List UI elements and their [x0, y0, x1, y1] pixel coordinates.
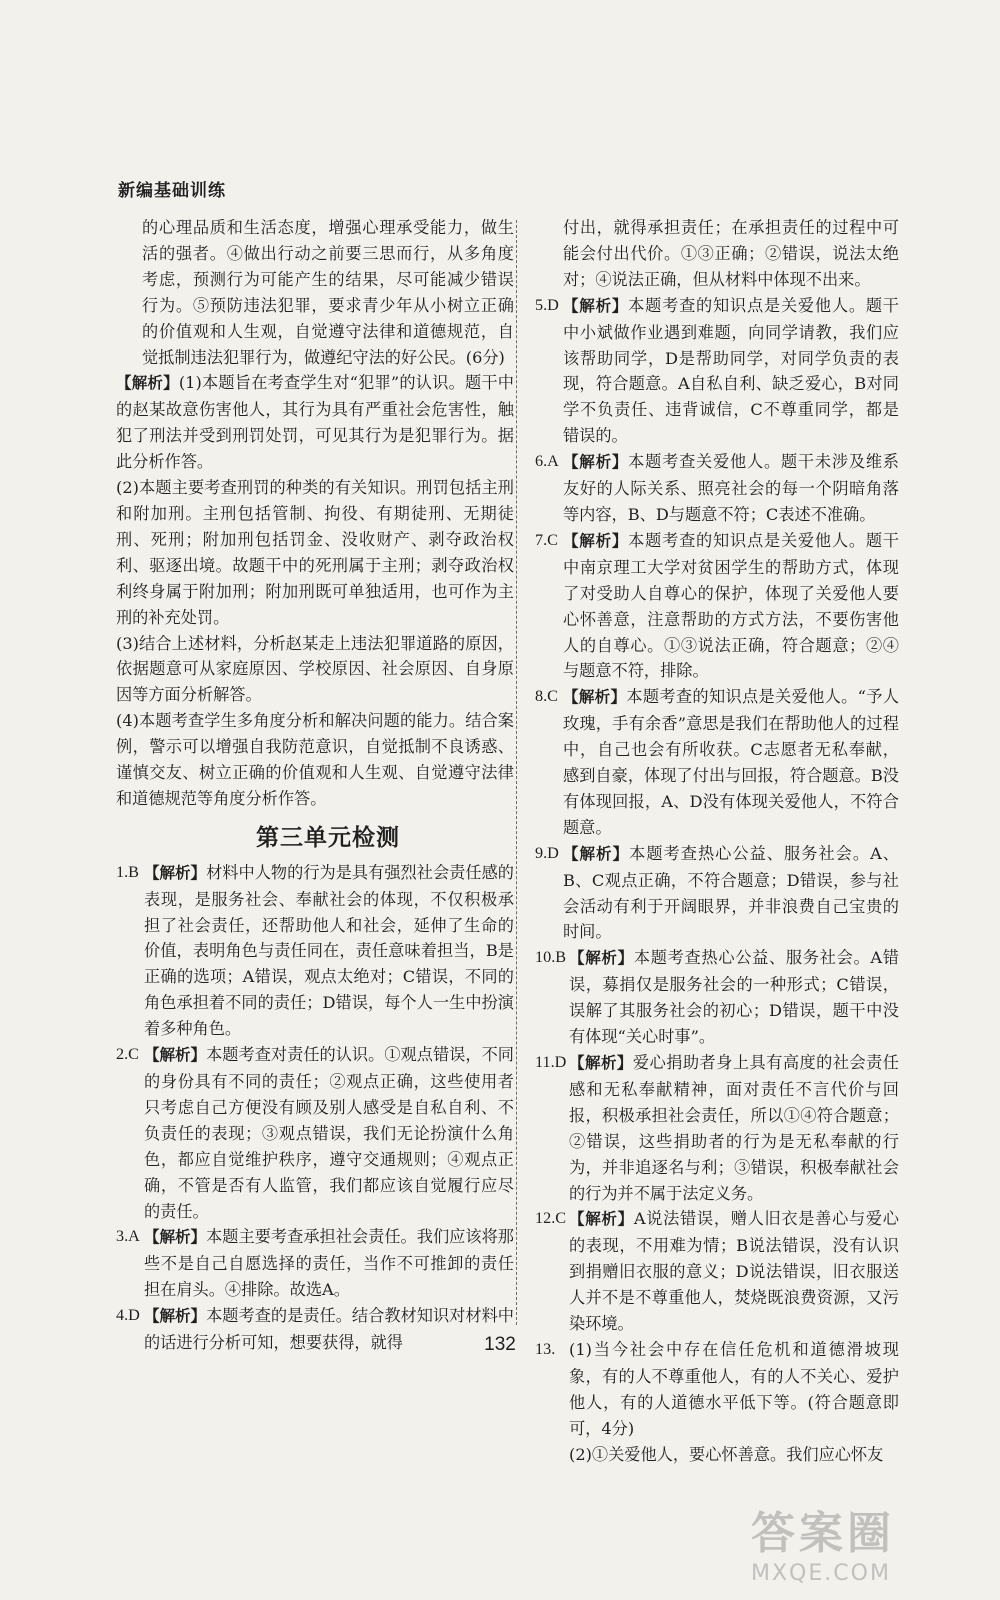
answer-number: 1.B	[116, 862, 139, 881]
answer-text: 本题考查热心公益、服务社会。A错误，募捐仅是服务社会的一种形式；C错误，误解了其服务社会的初心；D错误，题干中没有体现“关心时事”。	[569, 948, 899, 1047]
answer-number: 6.A	[535, 452, 559, 471]
analysis-paragraph-2: (2)本题主要考查刑罚的种类的有关知识。刑罚包括主刑和附加刑。主刑包括管制、拘役、有期徒刑、无期徒刑、死刑；附加刑包括罚金、没收财产、剥夺政治权利、驱逐出境。故题干中的死刑属于主刑；剥夺政治权利终身属于附加刑；附加刑既可单独适用，也可作为主刑的补充处罚。	[116, 478, 514, 627]
answer-list-left	[116, 860, 514, 1356]
analysis-block	[116, 370, 514, 811]
right-column	[535, 215, 899, 1468]
answer-subparagraph: (2)①关爱他人，要心怀善意。我们应心怀友	[569, 1444, 884, 1464]
watermark-text: 答案圈	[751, 1508, 895, 1559]
answer-text: (1)当今社会中存在信任危机和道德滑坡现象，有的人不尊重他人，有的人不关心、爱护他人，有的人道德水平低下等。(符合题意即可，4分)	[569, 1339, 899, 1438]
analysis-label: 【解析】	[116, 374, 179, 393]
answer-number: 7.C	[535, 530, 558, 549]
analysis-paragraph-3: (3)结合上述材料，分析赵某走上违法犯罪道路的原因，依据题意可从家庭原因、学校原因、社会原因、自身原因等方面分析解答。	[116, 633, 514, 705]
answer-text: 爱心捐助者身上具有高度的社会责任感和无私奉献精神，面对责任不言代价与回报，积极承担社会责任，所以①④符合题意；②错误，这些捐助者的行为是无私奉献的行为，并非追逐名与利；③错误，积极奉献社会的行为并不属于法定义务。	[569, 1053, 899, 1203]
answer-item	[535, 449, 899, 528]
answer-text: 本题考查的知识点是关爱他人。题干中南京理工大学对贫困学生的帮助方式，体现了对受助人自尊心的保护，体现了关爱他人要心怀善意，注意帮助的方式方法，不要伤害他人的自尊心。①③说法正确，符合题意；②④与题意不符，排除。	[563, 530, 899, 681]
answer-text: 本题考查关爱他人。题干未涉及维系友好的人际关系、照亮社会的每一个阴暗角落等内容，B、D与题意不符；C表述不准确。	[563, 452, 899, 524]
answer-number: 9.D	[535, 843, 559, 862]
answer-label: 【解析】	[144, 1046, 207, 1065]
answer-label: 【解析】	[144, 863, 207, 882]
answer-number: 5.D	[535, 295, 559, 314]
answer-list-right	[535, 293, 899, 1468]
answer-text: 本题考查的知识点是关爱他人。“予人玫瑰，手有余香”意思是我们在帮助他人的过程中，自己也会有所收获。C志愿者无私奉献，感到自豪，体现了付出与回报，符合题意。B没有体现回报，A、D没有体现关爱他人，不符合题意。	[563, 687, 899, 837]
answer-text: A说法错误，赠人旧衣是善心与爱心的表现，不用难为情；B说法错误，没有认识到捐赠旧衣服的意义；D说法错误，旧衣服送人并不是不尊重他人，焚烧既浪费资源，又污染环境。	[569, 1209, 899, 1334]
answer-label: 【解析】	[563, 844, 630, 863]
answer-item	[116, 1224, 514, 1303]
column-divider	[516, 220, 517, 1325]
answer-number: 8.C	[535, 687, 558, 706]
watermark-url: MXQE.COM	[751, 1561, 891, 1586]
answer-item	[535, 945, 899, 1050]
answer-text: 本题考查的知识点是关爱他人。题干中小斌做作业遇到难题，向同学请教，我们应该帮助同学，D是帮助同学，对同学负责的表现，符合题意。A自私自利、缺乏爱心，B对同学不负责任、违背诚信，C不尊重同学，都是错误的。	[563, 295, 899, 446]
analysis-paragraph-1	[116, 370, 514, 475]
answer-text: 材料中人物的行为是具有强烈社会责任感的表现，是服务社会、奉献社会的体现，不仅积极承担了社会责任，还帮助他人和社会，延伸了生命的价值，表明角色与责任同在，责任意味着担当，B是正确的选项；A错误，观点太绝对；C错误，不同的角色承担着不同的责任；D错误，每个人一生中扮演着多种角色。	[144, 862, 514, 1039]
answer-item	[535, 528, 899, 684]
right-paragraph-continued: 付出，就得承担责任；在承担责任的过程中可能会付出代价。①③正确；②错误，说法太绝对；④说法正确，但从材料中体现不出来。	[563, 218, 899, 289]
answer-number: 2.C	[116, 1045, 139, 1064]
left-paragraph-continued: 的心理品质和生活态度，增强心理承受能力，做生活的强者。④做出行动之前要三思而行，从多角度考虑，预测行为可能产生的结果，尽可能减少错误行为。⑤预防违法犯罪，要求青少年从小树立正确的价值观和人生观，自觉遵守法律和道德规范，自觉抵制违法犯罪行为，做遵纪守法的好公民。(6分)	[142, 218, 514, 367]
analysis-text: (1)本题旨在考查学生对“犯罪”的认识。题干中的赵某故意伤害他人，其行为具有严重社会危害性，触犯了刑法并受到刑罚处罚，可见其行为是犯罪行为。据此分析作答。	[116, 373, 514, 472]
answer-number: 13.	[535, 1339, 556, 1358]
answer-item	[535, 841, 899, 946]
answer-label: 【解析】	[563, 531, 629, 550]
answer-label: 【解析】	[144, 1307, 207, 1326]
answer-item	[535, 1050, 899, 1206]
answer-number: 3.A	[116, 1227, 140, 1246]
answer-text: 本题考查对责任的认识。①观点错误，不同的身份具有不同的责任；②观点正确，这些使用者只考虑自己方便没有顾及别人感受是自私自利、不负责任的表现；③观点错误，我们无论扮演什么角色，都应自觉维护秩序，遵守交通规则；④观点正确，不管是否有人监管，我们都应该自觉履行应尽的责任。	[144, 1045, 514, 1221]
answer-label: 【解析】	[569, 949, 634, 968]
answer-item	[535, 293, 899, 449]
answer-number: 12.C	[535, 1209, 567, 1228]
answer-item	[116, 860, 514, 1042]
answer-label: 【解析】	[144, 1228, 207, 1247]
answer-item	[535, 684, 899, 840]
answer-item	[535, 1206, 899, 1337]
answer-label: 【解析】	[569, 1210, 634, 1229]
answer-label: 【解析】	[569, 1054, 633, 1072]
section-title: 第三单元检测	[256, 824, 400, 851]
answer-item	[116, 1042, 514, 1224]
answer-number: 10.B	[535, 948, 567, 967]
answer-label: 【解析】	[563, 296, 629, 315]
running-header: 新编基础训练	[118, 181, 226, 201]
answer-label: 【解析】	[563, 453, 629, 472]
answer-label: 【解析】	[563, 688, 627, 707]
watermark-logo	[751, 1497, 986, 1592]
answer-text: 本题考查的是责任。结合教材知识对材料中的话进行分析可知，想要获得，就得	[144, 1306, 514, 1353]
analysis-paragraph-4: (4)本题考查学生多角度分析和解决问题的能力。结合案例，警示可以增强自我防范意识，自觉抵制不良诱惑、谨慎交友、树立正确的价值观和人生观、自觉遵守法律和道德规范等角度分析作答。	[116, 711, 514, 808]
answer-number: 11.D	[535, 1053, 567, 1071]
left-column	[116, 215, 514, 1356]
answer-number: 4.D	[116, 1306, 140, 1325]
page-number: 132	[484, 1334, 516, 1355]
answer-text: 本题考查热心公益、服务社会。A、B、C观点正确，不符合题意；D错误，参与社会活动有利于开阔眼界，并非浪费自己宝贵的时间。	[563, 843, 899, 942]
answer-text: 本题主要考查承担社会责任。我们应该将那些不是自己自愿选择的责任，当作不可推卸的责任担在肩头。④排除。故选A。	[144, 1227, 514, 1300]
